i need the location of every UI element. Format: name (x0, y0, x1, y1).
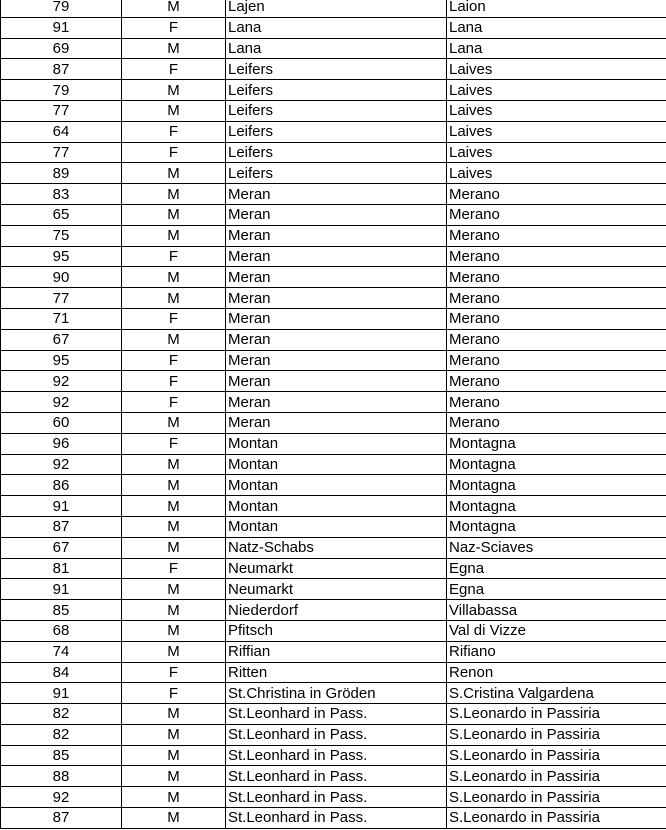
age-cell: 92 (1, 787, 122, 808)
municipality-italian-cell: S.Leonardo in Passiria (447, 724, 666, 745)
municipality-german-cell: Meran (226, 225, 447, 246)
table-row (1, 100, 666, 121)
municipality-italian-cell: Villabassa (447, 600, 666, 621)
municipality-german-cell: Meran (226, 246, 447, 267)
sex-cell: M (122, 724, 226, 745)
municipality-german-cell: Meran (226, 308, 447, 329)
age-cell: 82 (1, 704, 122, 725)
age-cell: 87 (1, 516, 122, 537)
municipality-italian-cell: Montagna (447, 454, 666, 475)
municipality-italian-cell: Laives (447, 142, 666, 163)
age-cell: 77 (1, 100, 122, 121)
age-cell: 92 (1, 392, 122, 413)
sex-cell: M (122, 184, 226, 205)
table-row (1, 787, 666, 808)
municipality-german-cell: Pfitsch (226, 620, 447, 641)
municipality-italian-cell: Merano (447, 412, 666, 433)
municipality-german-cell: St.Leonhard in Pass. (226, 724, 447, 745)
sex-cell: M (122, 620, 226, 641)
municipality-italian-cell: Merano (447, 371, 666, 392)
age-cell: 60 (1, 412, 122, 433)
municipality-german-cell: Neumarkt (226, 579, 447, 600)
municipality-italian-cell: Laives (447, 163, 666, 184)
municipality-german-cell: Leifers (226, 80, 447, 101)
municipality-italian-cell: Laives (447, 121, 666, 142)
sex-cell: M (122, 38, 226, 59)
municipality-italian-cell: Val di Vizze (447, 620, 666, 641)
municipality-german-cell: Meran (226, 392, 447, 413)
table-row (1, 142, 666, 163)
table-row (1, 641, 666, 662)
municipality-german-cell: St.Christina in Gröden (226, 683, 447, 704)
municipality-italian-cell: S.Cristina Valgardena (447, 683, 666, 704)
age-cell: 77 (1, 288, 122, 309)
table-row (1, 579, 666, 600)
municipality-german-cell: Meran (226, 371, 447, 392)
municipality-german-cell: St.Leonhard in Pass. (226, 766, 447, 787)
age-cell: 85 (1, 600, 122, 621)
municipality-italian-cell: Lana (447, 38, 666, 59)
table-row (1, 558, 666, 579)
municipality-german-cell: Lana (226, 38, 447, 59)
table-row (1, 80, 666, 101)
sex-cell: M (122, 288, 226, 309)
table-row (1, 0, 666, 17)
age-cell: 92 (1, 454, 122, 475)
municipality-italian-cell: Montagna (447, 516, 666, 537)
municipality-italian-cell: Laion (447, 0, 666, 17)
sex-cell: M (122, 537, 226, 558)
sex-cell: M (122, 267, 226, 288)
municipality-italian-cell: Merano (447, 267, 666, 288)
table-row (1, 745, 666, 766)
municipality-german-cell: Montan (226, 433, 447, 454)
municipality-german-cell: St.Leonhard in Pass. (226, 745, 447, 766)
age-cell: 91 (1, 683, 122, 704)
age-cell: 77 (1, 142, 122, 163)
municipality-italian-cell: S.Leonardo in Passiria (447, 745, 666, 766)
municipality-german-cell: St.Leonhard in Pass. (226, 808, 447, 829)
age-cell: 87 (1, 59, 122, 80)
table-row (1, 59, 666, 80)
sex-cell: F (122, 142, 226, 163)
age-cell: 89 (1, 163, 122, 184)
sex-cell: M (122, 80, 226, 101)
age-cell: 96 (1, 433, 122, 454)
table-row (1, 454, 666, 475)
municipality-german-cell: Lana (226, 17, 447, 38)
age-cell: 85 (1, 745, 122, 766)
municipality-italian-cell: Laives (447, 80, 666, 101)
sex-cell: M (122, 0, 226, 17)
municipality-german-cell: Meran (226, 267, 447, 288)
municipality-german-cell: Leifers (226, 59, 447, 80)
sex-cell: M (122, 412, 226, 433)
municipality-italian-cell: Merano (447, 350, 666, 371)
municipality-italian-cell: Merano (447, 184, 666, 205)
sex-cell: M (122, 454, 226, 475)
age-cell: 67 (1, 329, 122, 350)
municipality-italian-cell: S.Leonardo in Passiria (447, 808, 666, 829)
sex-cell: F (122, 121, 226, 142)
sex-cell: M (122, 704, 226, 725)
municipality-italian-cell: Egna (447, 579, 666, 600)
municipality-italian-cell: Merano (447, 225, 666, 246)
sex-cell: M (122, 808, 226, 829)
municipality-italian-cell: Rifiano (447, 641, 666, 662)
age-cell: 74 (1, 641, 122, 662)
sex-cell: F (122, 371, 226, 392)
sex-cell: M (122, 600, 226, 621)
sex-cell: M (122, 225, 226, 246)
table-row (1, 392, 666, 413)
municipality-german-cell: Niederdorf (226, 600, 447, 621)
municipality-german-cell: Neumarkt (226, 558, 447, 579)
municipality-german-cell: Leifers (226, 142, 447, 163)
sex-cell: M (122, 475, 226, 496)
sex-cell: F (122, 433, 226, 454)
municipality-italian-cell: Merano (447, 246, 666, 267)
municipality-german-cell: Meran (226, 350, 447, 371)
table-row (1, 412, 666, 433)
age-cell: 84 (1, 662, 122, 683)
municipality-italian-cell: Montagna (447, 496, 666, 517)
age-cell: 90 (1, 267, 122, 288)
table-row (1, 371, 666, 392)
municipality-italian-cell: S.Leonardo in Passiria (447, 704, 666, 725)
sex-cell: M (122, 163, 226, 184)
municipality-german-cell: Ritten (226, 662, 447, 683)
age-cell: 91 (1, 579, 122, 600)
municipality-german-cell: Montan (226, 496, 447, 517)
municipality-german-cell: Meran (226, 184, 447, 205)
age-cell: 79 (1, 0, 122, 17)
table-row (1, 17, 666, 38)
municipality-german-cell: Lajen (226, 0, 447, 17)
municipality-italian-cell: Merano (447, 392, 666, 413)
sex-cell: F (122, 558, 226, 579)
table-row (1, 766, 666, 787)
table-row (1, 121, 666, 142)
municipality-italian-cell: Lana (447, 17, 666, 38)
table-row (1, 683, 666, 704)
municipality-italian-cell: Montagna (447, 433, 666, 454)
age-cell: 82 (1, 724, 122, 745)
sex-cell: M (122, 204, 226, 225)
sex-cell: M (122, 745, 226, 766)
age-cell: 83 (1, 184, 122, 205)
sex-cell: F (122, 350, 226, 371)
municipality-italian-cell: Egna (447, 558, 666, 579)
municipality-italian-cell: Naz-Sciaves (447, 537, 666, 558)
age-cell: 86 (1, 475, 122, 496)
table-row (1, 225, 666, 246)
age-cell: 81 (1, 558, 122, 579)
table-row (1, 620, 666, 641)
sex-cell: F (122, 308, 226, 329)
age-cell: 75 (1, 225, 122, 246)
municipality-german-cell: Natz-Schabs (226, 537, 447, 558)
table-row (1, 496, 666, 517)
municipality-italian-cell: Merano (447, 288, 666, 309)
sex-cell: M (122, 100, 226, 121)
municipality-german-cell: Meran (226, 204, 447, 225)
table-row (1, 288, 666, 309)
age-cell: 95 (1, 246, 122, 267)
age-cell: 65 (1, 204, 122, 225)
sex-cell: F (122, 683, 226, 704)
table-row (1, 350, 666, 371)
age-cell: 92 (1, 371, 122, 392)
age-cell: 91 (1, 496, 122, 517)
municipality-german-cell: Leifers (226, 100, 447, 121)
sex-cell: M (122, 579, 226, 600)
municipality-german-cell: Leifers (226, 163, 447, 184)
sex-cell: M (122, 496, 226, 517)
table-row (1, 267, 666, 288)
municipality-german-cell: St.Leonhard in Pass. (226, 787, 447, 808)
age-cell: 88 (1, 766, 122, 787)
sex-cell: F (122, 392, 226, 413)
sex-cell: F (122, 246, 226, 267)
municipality-german-cell: Meran (226, 288, 447, 309)
table-row (1, 308, 666, 329)
sex-cell: M (122, 641, 226, 662)
municipality-italian-cell: Laives (447, 100, 666, 121)
table-row (1, 662, 666, 683)
municipality-italian-cell: Merano (447, 204, 666, 225)
municipality-german-cell: Leifers (226, 121, 447, 142)
table-body (1, 0, 666, 828)
table-row (1, 163, 666, 184)
sex-cell: F (122, 17, 226, 38)
table-row (1, 600, 666, 621)
table-row (1, 724, 666, 745)
table-row (1, 433, 666, 454)
sex-cell: M (122, 329, 226, 350)
municipality-german-cell: Meran (226, 329, 447, 350)
sex-cell: M (122, 787, 226, 808)
table-row (1, 38, 666, 59)
municipality-italian-cell: S.Leonardo in Passiria (447, 787, 666, 808)
age-cell: 79 (1, 80, 122, 101)
municipality-italian-cell: Laives (447, 59, 666, 80)
municipality-italian-cell: Merano (447, 308, 666, 329)
municipality-german-cell: Montan (226, 516, 447, 537)
municipality-italian-cell: Renon (447, 662, 666, 683)
table-row (1, 204, 666, 225)
municipality-italian-cell: S.Leonardo in Passiria (447, 766, 666, 787)
age-cell: 64 (1, 121, 122, 142)
table-row (1, 184, 666, 205)
sex-cell: F (122, 59, 226, 80)
sex-cell: F (122, 662, 226, 683)
age-cell: 91 (1, 17, 122, 38)
municipality-german-cell: Riffian (226, 641, 447, 662)
age-cell: 68 (1, 620, 122, 641)
municipality-italian-cell: Merano (447, 329, 666, 350)
municipality-italian-cell: Montagna (447, 475, 666, 496)
municipality-german-cell: Meran (226, 412, 447, 433)
table-row (1, 329, 666, 350)
table-row (1, 537, 666, 558)
table-row (1, 246, 666, 267)
table-row (1, 704, 666, 725)
age-cell: 87 (1, 808, 122, 829)
sex-cell: M (122, 516, 226, 537)
age-cell: 95 (1, 350, 122, 371)
table-row (1, 808, 666, 829)
municipality-german-cell: Montan (226, 475, 447, 496)
age-cell: 71 (1, 308, 122, 329)
municipality-german-cell: St.Leonhard in Pass. (226, 704, 447, 725)
municipality-german-cell: Montan (226, 454, 447, 475)
table-row (1, 475, 666, 496)
age-cell: 69 (1, 38, 122, 59)
sex-cell: M (122, 766, 226, 787)
age-cell: 67 (1, 537, 122, 558)
table-row (1, 516, 666, 537)
